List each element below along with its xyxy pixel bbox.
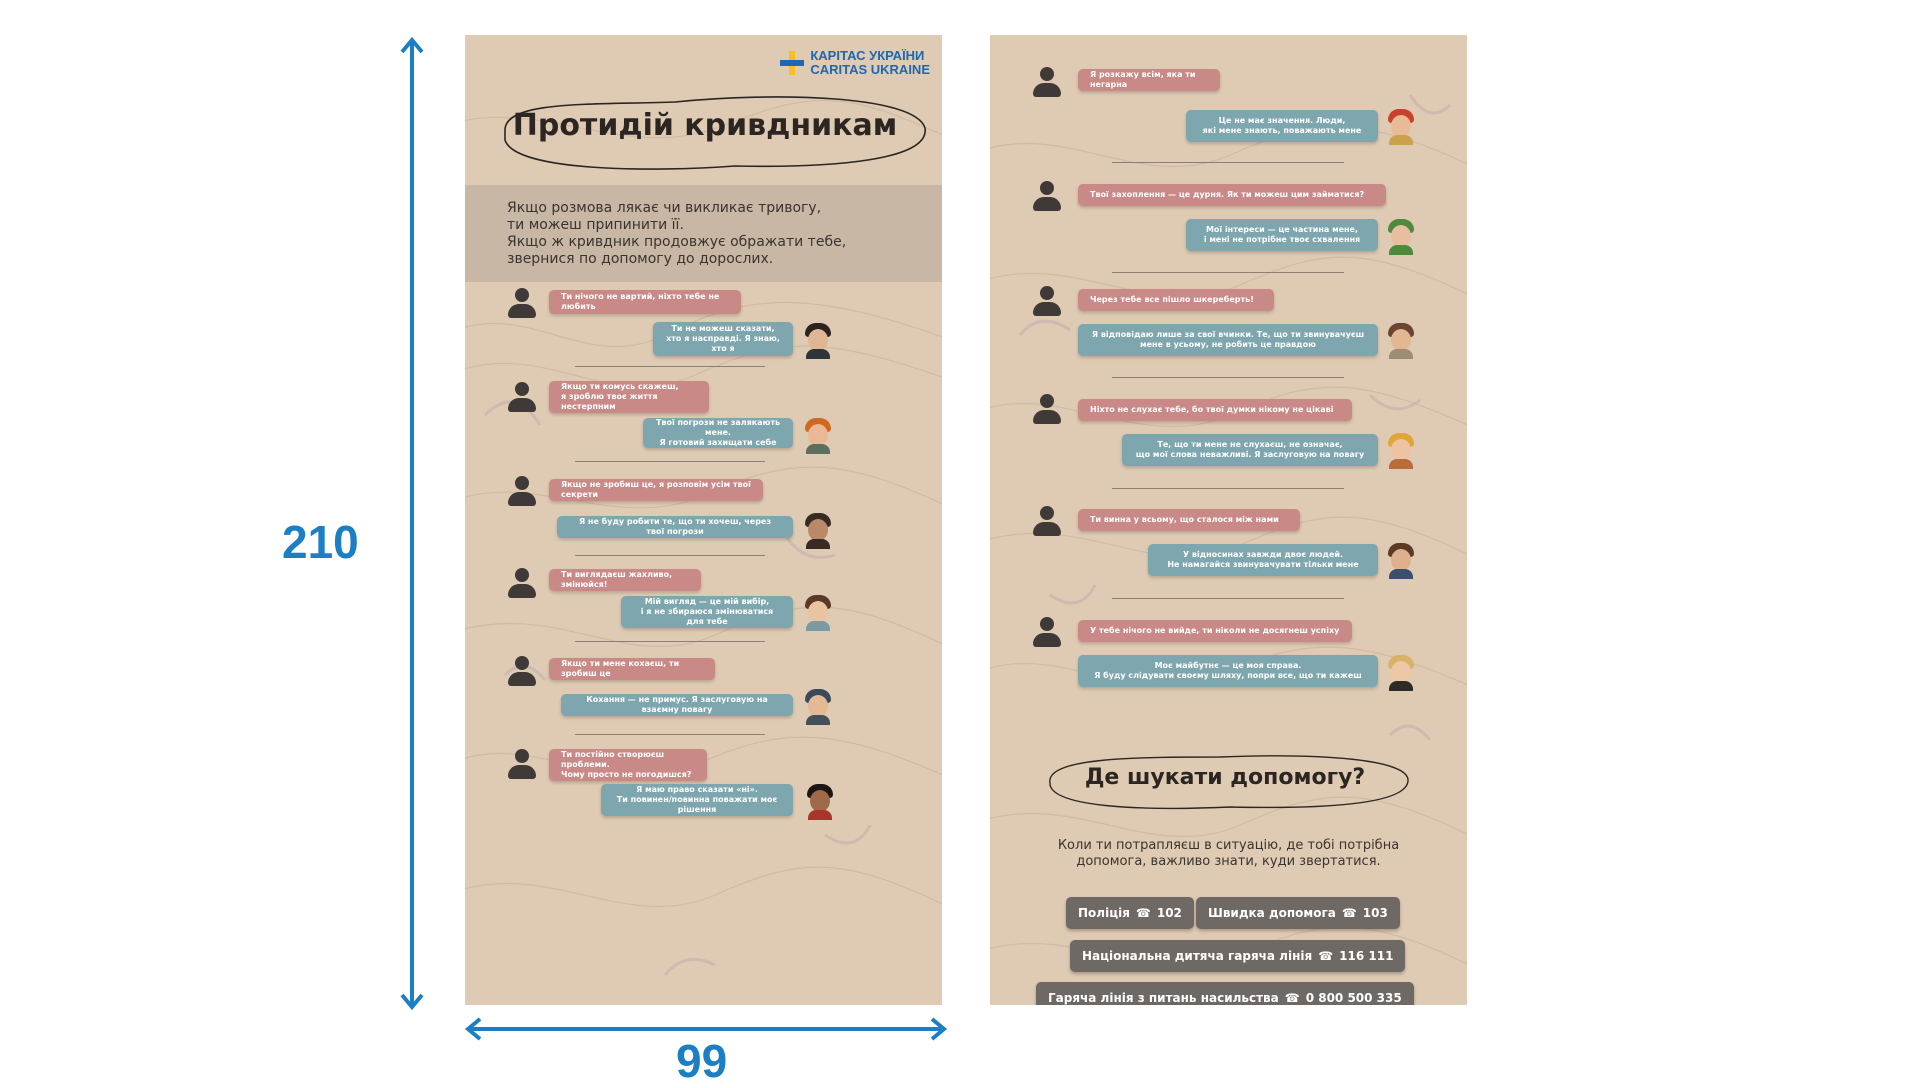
reply-message: Моє майбутнє — це моя справа. Я буду слідувати своєму шляху, попри все, що ти кажеш [1078, 655, 1378, 687]
avatar-dark-curly [803, 782, 837, 820]
person-icon [507, 288, 537, 322]
hotline-label: Гаряча лінія з питань насильства [1048, 991, 1279, 1005]
abuser-message: Твої захоплення — це дурня. Як ти можеш цим займатися? [1078, 184, 1386, 206]
intro-line: ти можеш припинити її. [507, 217, 684, 233]
person-icon [507, 568, 537, 602]
logo-line-ua: КАРІТАС УКРАЇНИ [810, 48, 925, 63]
avatar-kid [801, 593, 835, 631]
phone-icon: ☎ [1341, 906, 1357, 920]
reply-message: Це не має значення. Люди, які мене знають, поважають мене [1186, 110, 1378, 142]
reply-message: Кохання — не примус. Я заслуговую на взаємну повагу [561, 694, 793, 716]
person-icon [1032, 181, 1062, 215]
title-frame [475, 80, 935, 180]
person-icon [507, 656, 537, 690]
divider [575, 641, 765, 642]
divider [1112, 272, 1344, 273]
hotline-label: Національна дитяча гаряча лінія [1082, 949, 1313, 963]
help-title: Де шукати допомогу? [1084, 765, 1366, 790]
avatar-dino-costume [1384, 217, 1418, 255]
arrow-up-icon [398, 34, 426, 62]
divider [1112, 598, 1344, 599]
person-icon [507, 749, 537, 783]
avatar-cap [801, 687, 835, 725]
hotline-number: 103 [1362, 906, 1388, 920]
intro-line: Якщо розмова лякає чи викликає тривогу, [507, 200, 822, 216]
width-dimension-label: 99 [676, 1035, 728, 1087]
reply-message: Ти не можеш сказати, хто я насправді. Я знаю, хто я [653, 322, 793, 356]
person-icon [507, 382, 537, 416]
person-icon [1032, 67, 1062, 101]
person-icon [1032, 394, 1062, 428]
width-dimension-arrow [470, 1027, 942, 1031]
avatar-redhead [801, 416, 835, 454]
help-text-line: допомога, важливо знати, куди звертатися. [1076, 854, 1381, 869]
person-icon [507, 476, 537, 510]
avatar-glasses-girl [1384, 321, 1418, 359]
abuser-message: Ніхто не слухає тебе, бо твої думки нікому не цікаві [1078, 399, 1352, 421]
abuser-message: Через тебе все пішло шкереберть! [1078, 289, 1274, 311]
hotline-police[interactable] [1066, 897, 1194, 929]
reply-message: Твої погрози не залякають мене. Я готовий захищати себе [643, 418, 793, 448]
help-text [1010, 838, 1447, 870]
phone-icon: ☎ [1135, 906, 1151, 920]
person-icon [1032, 286, 1062, 320]
avatar-long-hair [1384, 541, 1418, 579]
reply-message: Те, що ти мене не слухаєш, не означає, що мої слова неважливі. Я заслуговую на повагу [1122, 434, 1378, 466]
hotline-label: Поліція [1078, 906, 1130, 920]
cross-icon [780, 51, 804, 75]
abuser-message: Якщо ти мене кохаєш, ти зробиш це [549, 658, 715, 680]
divider [575, 555, 765, 556]
reply-message: У відносинах завжди двоє людей. Не намагайся звинувачувати тільки мене [1148, 544, 1378, 576]
intro-box [465, 185, 942, 282]
hotline-ambulance[interactable] [1196, 897, 1400, 929]
page-title: Протидій кривдникам [512, 108, 898, 143]
poster-back-panel [990, 35, 1467, 1005]
reply-message: Я маю право сказати «ні». Ти повинен/повинна поважати моє рішення [601, 784, 793, 816]
abuser-message: Якщо ти комусь скажеш, я зроблю твоє життя нестерпним [549, 381, 709, 413]
arrow-down-icon [398, 985, 426, 1013]
height-dimension-label: 210 [282, 516, 359, 568]
person-icon [1032, 506, 1062, 540]
intro-line: звернися по допомогу до дорослих. [507, 251, 774, 267]
abuser-message: Ти нічого не вартий, ніхто тебе не любить [549, 290, 741, 314]
avatar-boy [801, 321, 835, 359]
hotline-label: Швидка допомога [1208, 906, 1336, 920]
person-icon [1032, 617, 1062, 651]
hotline-violence[interactable] [1036, 982, 1414, 1005]
divider [575, 461, 765, 462]
height-dimension-arrow [410, 40, 414, 1005]
avatar-blonde-girl [1384, 653, 1418, 691]
intro-line: Якщо ж кривдник продовжує ображати тебе, [507, 234, 847, 250]
divider [1112, 162, 1344, 163]
caritas-logo [780, 49, 930, 77]
abuser-message: Ти винна у всьому, що сталося між нами [1078, 509, 1300, 531]
arrow-right-icon [922, 1015, 950, 1043]
arrow-left-icon [462, 1015, 490, 1043]
hotline-child[interactable] [1070, 940, 1405, 972]
help-text-line: Коли ти потрапляєш в ситуацію, де тобі потрібна [1057, 838, 1400, 853]
phone-icon: ☎ [1284, 991, 1300, 1005]
abuser-message: Ти постійно створюєш проблеми. Чому просто не погодишся? [549, 749, 707, 781]
hotline-number: 0 800 500 335 [1305, 991, 1402, 1005]
hotline-number: 116 111 [1339, 949, 1394, 963]
divider [1112, 377, 1344, 378]
avatar-hat-girl [1384, 107, 1418, 145]
hotline-number: 102 [1156, 906, 1182, 920]
logo-line-en: CARITAS UKRAINE [810, 62, 930, 77]
abuser-message: У тебе нічого не вийде, ти ніколи не досягнеш успіху [1078, 620, 1352, 642]
poster-front-panel [465, 35, 942, 1005]
reply-message: Я не буду робити те, що ти хочеш, через твої погрози [557, 516, 793, 538]
abuser-message: Якщо не зробиш це, я розповім усім твої секрети [549, 479, 763, 501]
reply-message: Мої інтереси — це частина мене, і мені не потрібне твоє схвалення [1186, 219, 1378, 251]
abuser-message: Я розкажу всім, яка ти негарна [1078, 69, 1220, 91]
reply-message: Мій вигляд — це мій вибір, і я не збираюся змінюватися для тебе [621, 596, 793, 628]
help-title-frame [1030, 745, 1420, 815]
avatar-blonde-curly [1384, 431, 1418, 469]
avatar-profile [801, 511, 835, 549]
divider [1112, 488, 1344, 489]
divider [575, 366, 765, 367]
divider [575, 734, 765, 735]
reply-message: Я відповідаю лише за свої вчинки. Те, що ти звинувачуєш мене в усьому, не робить це правдою [1078, 324, 1378, 356]
abuser-message: Ти виглядаєш жахливо, змінюйся! [549, 569, 701, 591]
phone-icon: ☎ [1318, 949, 1334, 963]
